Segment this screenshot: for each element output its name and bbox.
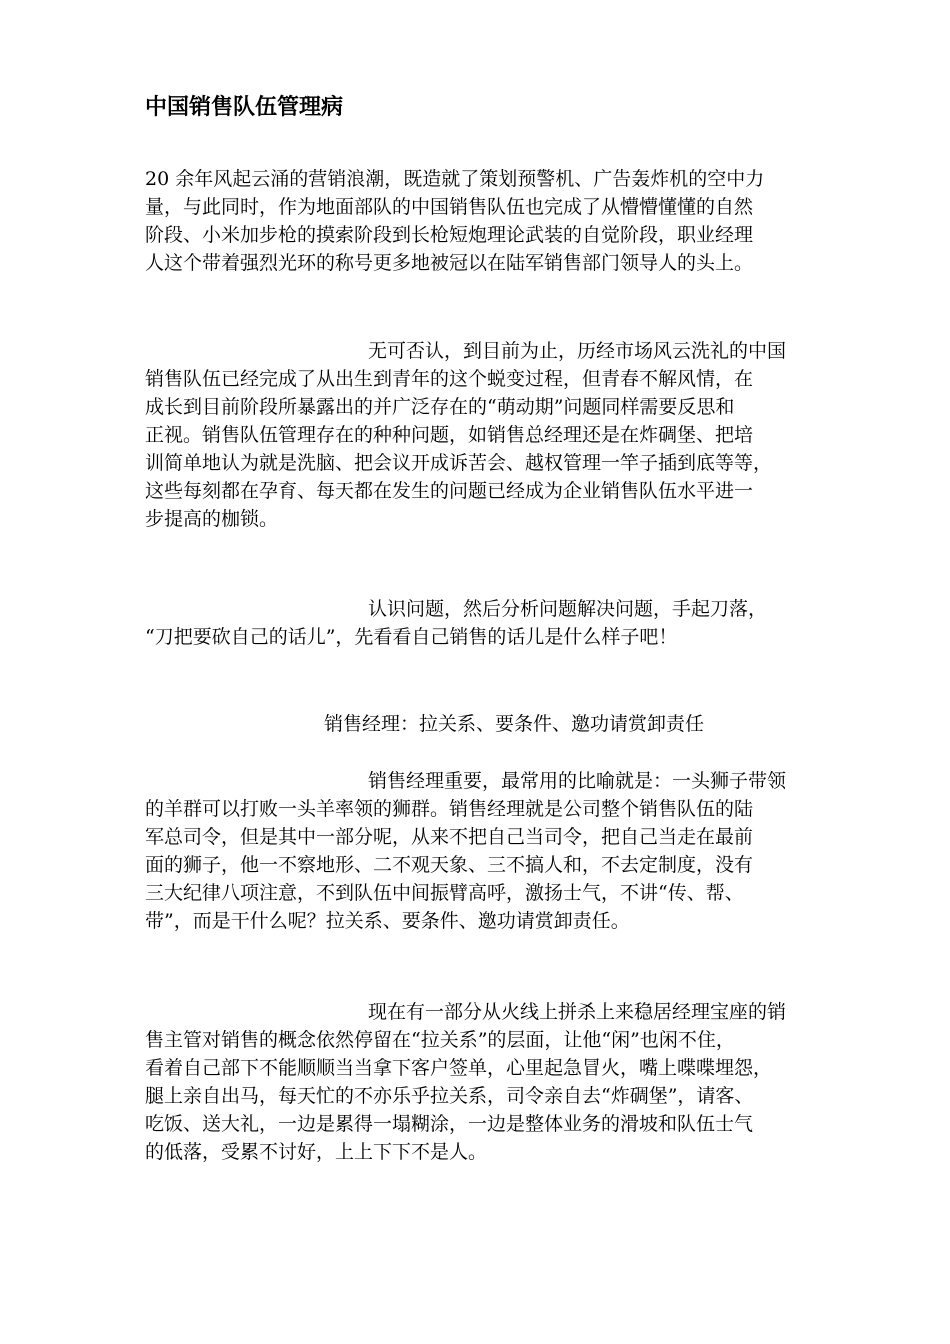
paragraph-line: 无可否认，到目前为止，历经市场风云洗礼的中国 <box>368 340 787 362</box>
paragraph-line: 带”，而是干什么呢？拉关系、要条件、邀功请赏卸责任。 <box>145 910 630 932</box>
paragraph-line: 步提高的枷锁。 <box>145 508 279 530</box>
paragraph-line: 认识问题，然后分析问题解决问题，手起刀落， <box>368 598 768 620</box>
paragraph-line: 现在有一部分从火线上拼杀上来稳居经理宝座的销 <box>368 1001 787 1023</box>
paragraph-line: 这些每刻都在孕育、每天都在发生的问题已经成为企业销售队伍水平进一 <box>145 480 754 502</box>
paragraph-line: 销售经理重要，最常用的比喻就是：一头狮子带领 <box>368 770 787 792</box>
paragraph-intro <box>145 165 875 277</box>
paragraph-line: 人这个带着强烈光环的称号更多地被冠以在陆军销售部门领导人的头上。 <box>145 252 754 274</box>
paragraph-line: 的羊群可以打败一头羊率领的狮群。销售经理就是公司整个销售队伍的陆 <box>145 798 754 820</box>
paragraph-line: 吃饭、送大礼，一边是累得一塌糊涂，一边是整体业务的滑坡和队伍士气 <box>145 1113 754 1135</box>
document-title: 中国销售队伍管理病 <box>145 94 344 120</box>
paragraph-line: 售主管对销售的概念依然停留在“拉关系”的层面，让他“闲”也闲不住， <box>145 1029 735 1051</box>
paragraph-line: 的低落，受累不讨好，上上下下不是人。 <box>145 1141 488 1163</box>
paragraph-line: 训简单地认为就是洗脑、把会议开成诉苦会、越权管理一竿子插到底等等， <box>145 452 773 474</box>
paragraph-line: 军总司令，但是其中一部分呢，从来不把自己当司令，把自己当走在最前 <box>145 826 754 848</box>
paragraph-recognize-problems <box>145 595 875 651</box>
paragraph-line: 看着自己部下不能顺顺当当拿下客户签单，心里起急冒火，嘴上喋喋埋怨， <box>145 1057 773 1079</box>
paragraph-line: 量，与此同时，作为地面部队的中国销售队伍也完成了从懵懵懂懂的自然 <box>145 196 754 218</box>
paragraph-line: 面的狮子，他一不察地形、二不观天象、三不搞人和，不去定制度，没有 <box>145 854 754 876</box>
paragraph-line: 销售队伍已经完成了从出生到青年的这个蜕变过程，但青春不解风情，在 <box>145 368 754 390</box>
paragraph-line: 阶段、小米加步枪的摸索阶段到长枪短炮理论武装的自觉阶段，职业经理 <box>145 224 754 246</box>
paragraph-line: 腿上亲自出马，每天忙的不亦乐乎拉关系，司令亲自去“炸碉堡”，请客、 <box>145 1085 754 1107</box>
section-subheading: 销售经理：拉关系、要条件、邀功请赏卸责任 <box>324 713 705 735</box>
paragraph-line: 成长到目前阶段所暴露出的并广泛存在的“萌动期”问题同样需要反思和 <box>145 396 735 418</box>
paragraph-sales-manager <box>145 767 875 935</box>
paragraph-frontline-managers <box>145 998 875 1166</box>
paragraph-line: 20 余年风起云涌的营销浪潮，既造就了策划预警机、广告轰炸机的空中力 <box>145 168 765 190</box>
paragraph-line: “刀把要砍自己的话儿”，先看看自己销售的话儿是什么样子吧！ <box>145 626 678 648</box>
paragraph-line: 三大纪律八项注意，不到队伍中间振臂高呼，激扬士气，不讲“传、帮、 <box>145 882 744 904</box>
paragraph-line: 正视。销售队伍管理存在的种种问题，如销售总经理还是在炸碉堡、把培 <box>145 424 754 446</box>
paragraph-undeniable <box>145 337 875 533</box>
